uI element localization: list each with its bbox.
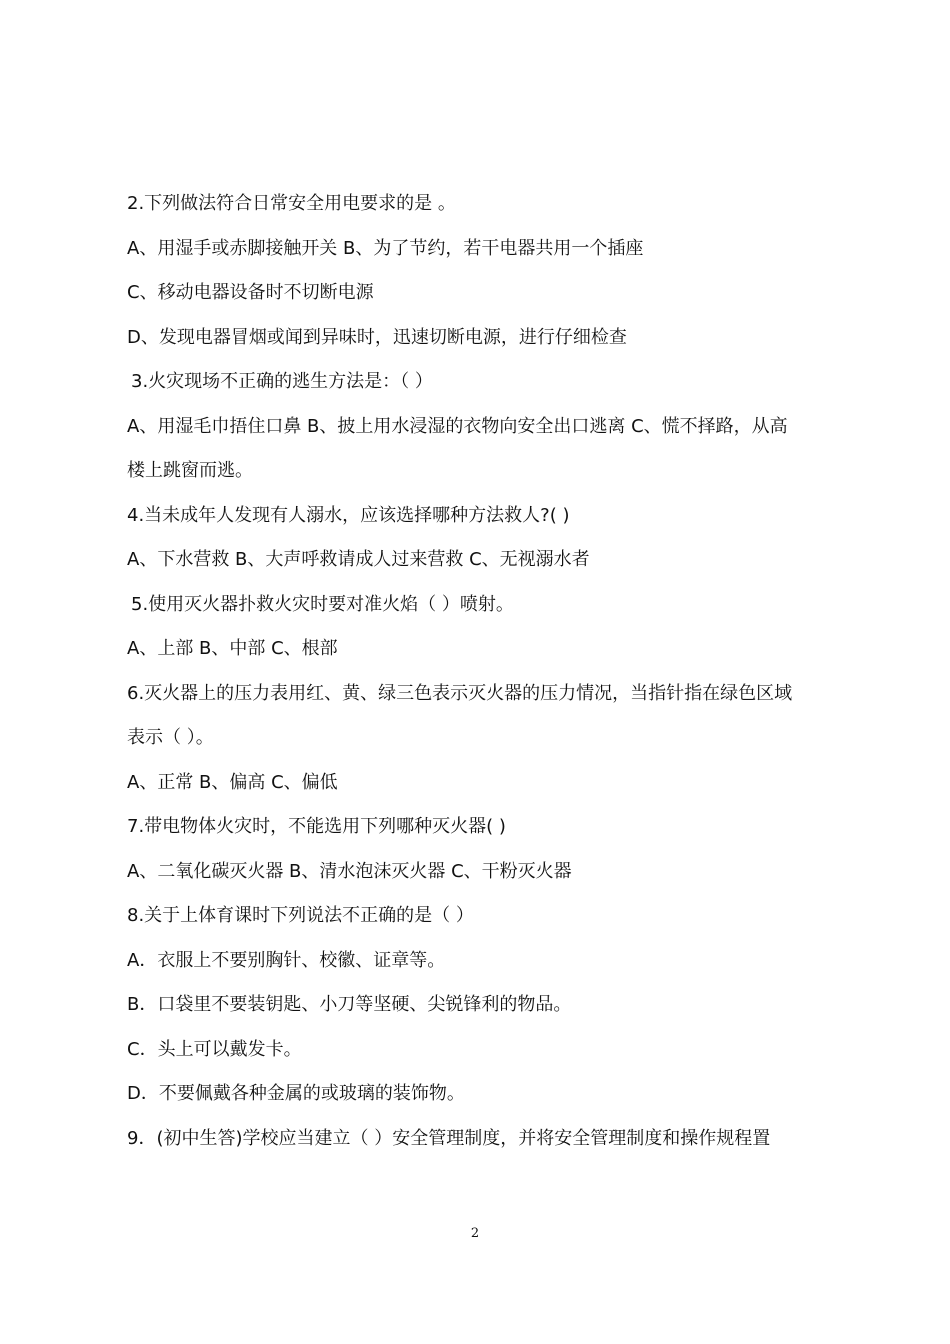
question-8-option-b: B．口袋里不要装钥匙、小刀等坚硬、尖锐锋利的物品。 [127,994,572,1015]
question-7-options: A、二氧化碳灭火器 B、清水泡沫灭火器 C、干粉灭火器 [127,860,572,882]
question-6-options: A、正常 B、偏高 C、偏低 [127,771,338,793]
question-9-stem: 9．(初中生答)学校应当建立（ ）安全管理制度，并将安全管理制度和操作规程置 [127,1127,771,1149]
question-6-stem-continued: 表示（ ）。 [127,727,214,748]
page-number: 2 [470,1226,480,1241]
question-3-options-continued: 楼上跳窗而逃。 [127,460,253,481]
question-8-option-c: C．头上可以戴发卡。 [127,1038,302,1060]
question-3-stem: 3.火灾现场不正确的逃生方法是：（ ） [131,371,433,392]
question-4-options: A、下水营救 B、大声呼救请成人过来营救 C、无视溺水者 [127,549,590,570]
question-5-stem: 5.使用灭火器扑救火灾时要对准火焰（ ）喷射。 [131,593,514,615]
question-8-stem: 8.关于上体育课时下列说法不正确的是（ ） [127,905,474,926]
question-3-options: A、用湿毛巾捂住口鼻 B、披上用水浸湿的衣物向安全出口逃离 C、慌不择路，从高 [127,415,788,437]
question-2-options-ab: A、用湿手或赤脚接触开关 B、为了节约，若干电器共用一个插座 [127,237,644,259]
question-2-option-c: C、移动电器设备时不切断电源 [127,282,374,303]
question-2-stem: 2.下列做法符合日常安全用电要求的是 。 [127,193,456,214]
question-5-options: A、上部 B、中部 C、根部 [127,638,338,659]
question-6-stem: 6.灭火器上的压力表用红、黄、绿三色表示灭火器的压力情况，当指针指在绿色区域 [127,682,793,704]
question-7-stem: 7.带电物体火灾时，不能选用下列哪种灭火器( ) [127,816,506,837]
question-8-option-a: A．衣服上不要别胸针、校徽、证章等。 [127,949,446,971]
question-2-option-d: D、发现电器冒烟或闻到异味时，迅速切断电源，进行仔细检查 [127,326,627,348]
document-body [127,182,847,1161]
question-4-stem: 4.当未成年人发现有人溺水，应该选择哪种方法救人?( ) [127,504,570,526]
question-8-option-d: D．不要佩戴各种金属的或玻璃的装饰物。 [127,1083,465,1104]
